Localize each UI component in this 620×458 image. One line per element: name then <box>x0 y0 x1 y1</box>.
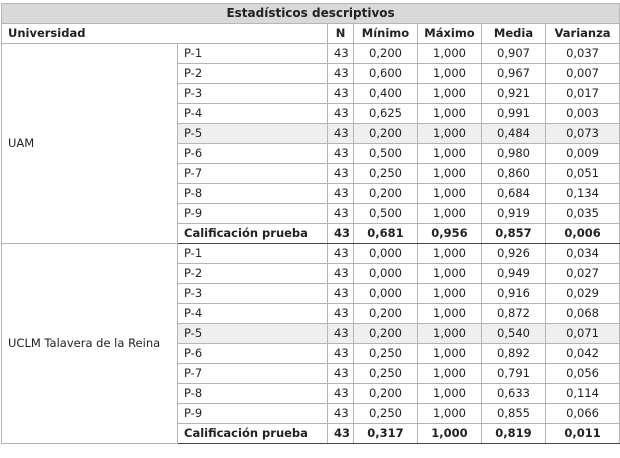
header-maximo: Máximo <box>418 24 482 44</box>
n-value: 43 <box>328 164 354 184</box>
varianza-value: 0,034 <box>546 244 620 264</box>
maximo-value: 1,000 <box>418 244 482 264</box>
varianza-value: 0,035 <box>546 204 620 224</box>
n-value: 43 <box>328 124 354 144</box>
media-value: 0,857 <box>482 224 546 244</box>
varianza-value: 0,071 <box>546 324 620 344</box>
minimo-value: 0,000 <box>354 284 418 304</box>
media-value: 0,540 <box>482 324 546 344</box>
maximo-value: 1,000 <box>418 424 482 444</box>
maximo-value: 1,000 <box>418 144 482 164</box>
varianza-value: 0,027 <box>546 264 620 284</box>
minimo-value: 0,000 <box>354 244 418 264</box>
item-label: P-9 <box>178 404 328 424</box>
varianza-value: 0,134 <box>546 184 620 204</box>
n-value: 43 <box>328 244 354 264</box>
n-value: 43 <box>328 344 354 364</box>
n-value: 43 <box>328 324 354 344</box>
maximo-value: 1,000 <box>418 104 482 124</box>
item-label: P-2 <box>178 64 328 84</box>
maximo-value: 1,000 <box>418 284 482 304</box>
media-value: 0,791 <box>482 364 546 384</box>
descriptive-statistics-table <box>1 3 620 444</box>
item-label: P-5 <box>178 124 328 144</box>
n-value: 43 <box>328 384 354 404</box>
n-value: 43 <box>328 264 354 284</box>
item-label: P-7 <box>178 364 328 384</box>
media-value: 0,921 <box>482 84 546 104</box>
item-label: P-6 <box>178 144 328 164</box>
minimo-value: 0,625 <box>354 104 418 124</box>
n-value: 43 <box>328 84 354 104</box>
header-media: Media <box>482 24 546 44</box>
n-value: 43 <box>328 144 354 164</box>
media-value: 0,633 <box>482 384 546 404</box>
header-varianza: Varianza <box>546 24 620 44</box>
varianza-value: 0,042 <box>546 344 620 364</box>
minimo-value: 0,200 <box>354 184 418 204</box>
minimo-value: 0,500 <box>354 144 418 164</box>
varianza-value: 0,006 <box>546 224 620 244</box>
varianza-value: 0,009 <box>546 144 620 164</box>
header-universidad: Universidad <box>2 24 328 44</box>
media-value: 0,980 <box>482 144 546 164</box>
n-value: 43 <box>328 64 354 84</box>
varianza-value: 0,114 <box>546 384 620 404</box>
varianza-value: 0,003 <box>546 104 620 124</box>
n-value: 43 <box>328 424 354 444</box>
university-name: UCLM Talavera de la Reina <box>2 244 178 444</box>
n-value: 43 <box>328 204 354 224</box>
minimo-value: 0,200 <box>354 44 418 64</box>
table-header-row <box>2 24 620 44</box>
varianza-value: 0,011 <box>546 424 620 444</box>
item-label: P-4 <box>178 304 328 324</box>
media-value: 0,855 <box>482 404 546 424</box>
maximo-value: 1,000 <box>418 84 482 104</box>
maximo-value: 1,000 <box>418 364 482 384</box>
minimo-value: 0,200 <box>354 124 418 144</box>
media-value: 0,919 <box>482 204 546 224</box>
varianza-value: 0,051 <box>546 164 620 184</box>
varianza-value: 0,029 <box>546 284 620 304</box>
item-label: P-3 <box>178 284 328 304</box>
maximo-value: 1,000 <box>418 264 482 284</box>
minimo-value: 0,250 <box>354 164 418 184</box>
item-label: P-8 <box>178 384 328 404</box>
media-value: 0,684 <box>482 184 546 204</box>
maximo-value: 1,000 <box>418 204 482 224</box>
media-value: 0,991 <box>482 104 546 124</box>
table-row <box>2 244 620 264</box>
varianza-value: 0,037 <box>546 44 620 64</box>
varianza-value: 0,056 <box>546 364 620 384</box>
item-label: P-4 <box>178 104 328 124</box>
minimo-value: 0,500 <box>354 204 418 224</box>
media-value: 0,949 <box>482 264 546 284</box>
minimo-value: 0,250 <box>354 404 418 424</box>
media-value: 0,484 <box>482 124 546 144</box>
item-label: P-2 <box>178 264 328 284</box>
maximo-value: 0,956 <box>418 224 482 244</box>
minimo-value: 0,200 <box>354 384 418 404</box>
item-label: P-8 <box>178 184 328 204</box>
maximo-value: 1,000 <box>418 44 482 64</box>
varianza-value: 0,017 <box>546 84 620 104</box>
minimo-value: 0,600 <box>354 64 418 84</box>
table-body <box>2 44 620 444</box>
media-value: 0,916 <box>482 284 546 304</box>
table-title: Estadísticos descriptivos <box>2 4 620 24</box>
item-label: P-1 <box>178 44 328 64</box>
n-value: 43 <box>328 304 354 324</box>
varianza-value: 0,073 <box>546 124 620 144</box>
item-label: P-1 <box>178 244 328 264</box>
university-name: UAM <box>2 44 178 244</box>
item-label: P-3 <box>178 84 328 104</box>
maximo-value: 1,000 <box>418 324 482 344</box>
minimo-value: 0,400 <box>354 84 418 104</box>
maximo-value: 1,000 <box>418 344 482 364</box>
minimo-value: 0,200 <box>354 304 418 324</box>
media-value: 0,892 <box>482 344 546 364</box>
minimo-value: 0,250 <box>354 344 418 364</box>
media-value: 0,860 <box>482 164 546 184</box>
varianza-value: 0,066 <box>546 404 620 424</box>
n-value: 43 <box>328 184 354 204</box>
item-label: P-9 <box>178 204 328 224</box>
header-n: N <box>328 24 354 44</box>
media-value: 0,819 <box>482 424 546 444</box>
maximo-value: 1,000 <box>418 164 482 184</box>
maximo-value: 1,000 <box>418 404 482 424</box>
media-value: 0,926 <box>482 244 546 264</box>
minimo-value: 0,200 <box>354 324 418 344</box>
media-value: 0,967 <box>482 64 546 84</box>
varianza-value: 0,007 <box>546 64 620 84</box>
header-minimo: Mínimo <box>354 24 418 44</box>
n-value: 43 <box>328 224 354 244</box>
maximo-value: 1,000 <box>418 124 482 144</box>
minimo-value: 0,681 <box>354 224 418 244</box>
maximo-value: 1,000 <box>418 184 482 204</box>
n-value: 43 <box>328 104 354 124</box>
n-value: 43 <box>328 284 354 304</box>
table-title-row <box>2 4 620 24</box>
item-label: Calificación prueba <box>178 424 328 444</box>
media-value: 0,907 <box>482 44 546 64</box>
item-label: P-7 <box>178 164 328 184</box>
maximo-value: 1,000 <box>418 384 482 404</box>
table-row <box>2 44 620 64</box>
minimo-value: 0,250 <box>354 364 418 384</box>
n-value: 43 <box>328 364 354 384</box>
minimo-value: 0,000 <box>354 264 418 284</box>
item-label: Calificación prueba <box>178 224 328 244</box>
varianza-value: 0,068 <box>546 304 620 324</box>
n-value: 43 <box>328 44 354 64</box>
minimo-value: 0,317 <box>354 424 418 444</box>
maximo-value: 1,000 <box>418 304 482 324</box>
maximo-value: 1,000 <box>418 64 482 84</box>
media-value: 0,872 <box>482 304 546 324</box>
item-label: P-6 <box>178 344 328 364</box>
item-label: P-5 <box>178 324 328 344</box>
n-value: 43 <box>328 404 354 424</box>
